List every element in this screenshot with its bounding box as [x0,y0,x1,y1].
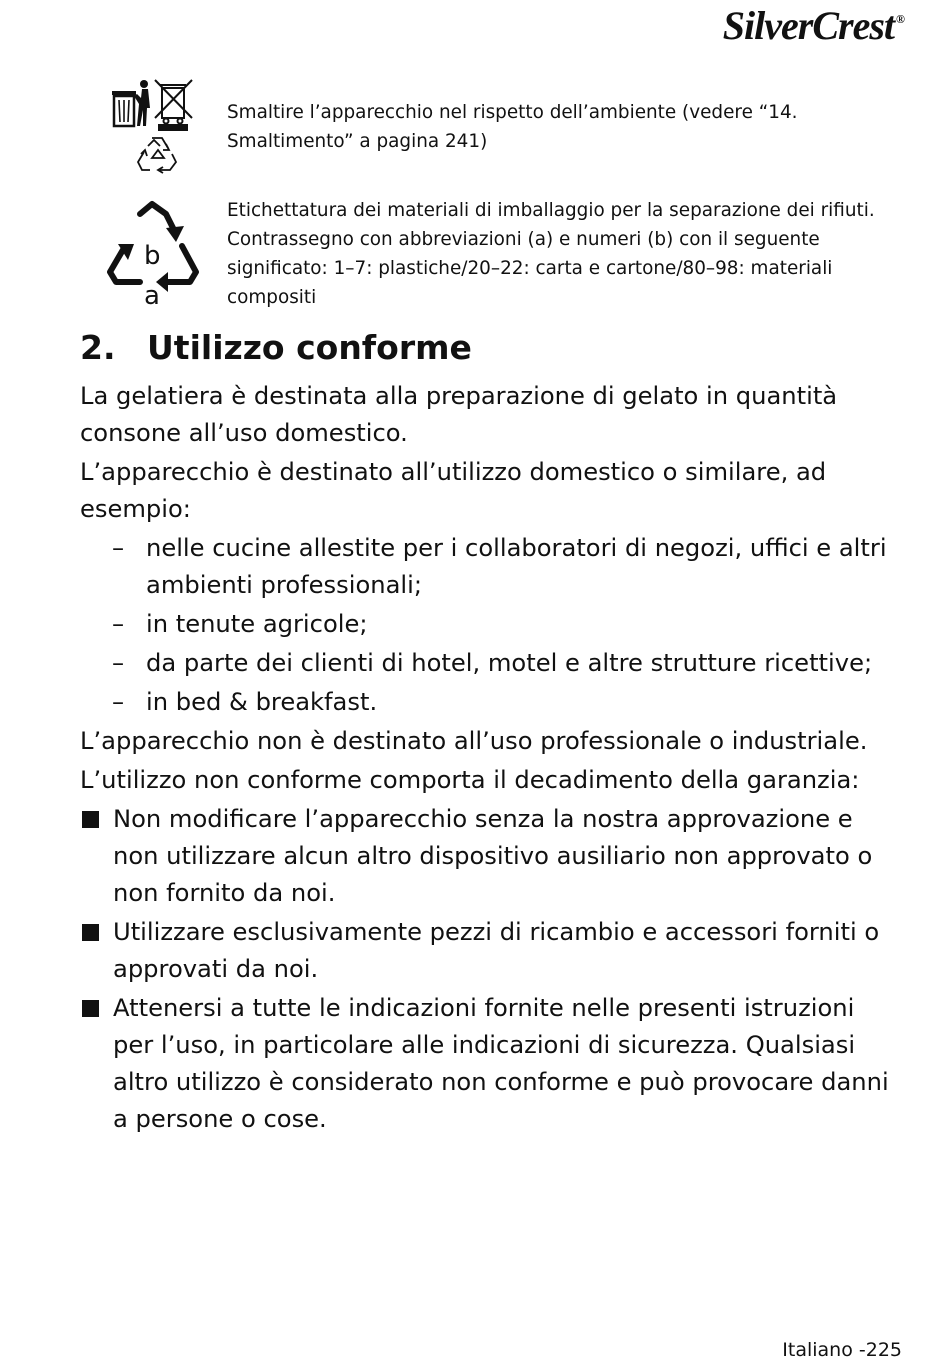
page-footer-label: Italiano -225 [782,1339,902,1361]
disposal-recycle-icon [108,74,196,178]
bullet-item-text: Attenersi a tutte le indicazioni fornite nelle presenti istruzioni per l’uso, in particolare alle indicazioni di sicurezza. Qualsiasi altro utilizzo è considerato non conforme e può provocare danni a persone o cose. [113,994,889,1133]
section-heading [80,324,472,372]
dash-item-text: da parte dei clienti di hotel, motel e altre strutture ricettive; [146,649,873,677]
dash-marker: – [112,610,125,638]
disposal-symbol-text: Smaltire l’apparecchio nel rispetto dell’ambiente (vedere “14. Smaltimento” a pagina 241) [227,102,798,152]
dash-item-text: in tenute agricole; [146,610,368,638]
packaging-recycling-triangle-icon [104,200,204,308]
dash-list-item [80,684,890,721]
dash-marker: – [112,534,125,562]
registered-mark: ® [896,12,904,26]
section-body [80,378,890,1140]
icon-label-b: b [144,241,161,271]
bullet-list-item [80,990,890,1138]
paragraph: L’apparecchio non è destinato all’uso professionale o industriale. [80,727,868,755]
square-bullet-icon [82,811,99,828]
paragraph: L’apparecchio è destinato all’utilizzo domestico o similare, ad esempio: [80,458,827,523]
paragraph: L’utilizzo non conforme comporta il decadimento della garanzia: [80,766,860,794]
brand-name: SilverCrest [722,3,895,48]
dash-marker: – [112,688,125,716]
paragraph: La gelatiera è destinata alla preparazione di gelato in quantità consone all’uso domestico. [80,382,838,447]
dash-list-item [80,606,890,643]
dash-item-text: nelle cucine allestite per i collaboratori di negozi, uffici e altri ambienti professionali; [146,534,887,599]
section-title: Utilizzo conforme [147,328,472,367]
icon-label-a: a [144,281,160,308]
section-number: 2. [80,328,116,367]
packaging-symbol-text: Etichettatura dei materiali di imballaggio per la separazione dei rifiuti. Contrassegno con abbreviazioni (a) e numeri (b) con il seguente significato: 1–7: plastiche/20–22: carta e cartone/80–98: materiali compositi [227,200,875,308]
dash-list-item [80,645,890,682]
brand-logo [723,2,904,49]
bullet-list-item [80,914,890,988]
dash-marker: – [112,649,125,677]
square-bullet-icon [82,1000,99,1017]
dash-item-text: in bed & breakfast. [146,688,378,716]
bullet-item-text: Utilizzare esclusivamente pezzi di ricambio e accessori forniti o approvati da noi. [113,918,880,983]
bullet-item-text: Non modificare l’apparecchio senza la nostra approvazione e non utilizzare alcun altro dispositivo ausiliario non approvato o non fornito da noi. [113,805,873,907]
dash-list-item [80,530,890,604]
bullet-list-item [80,801,890,912]
square-bullet-icon [82,924,99,941]
